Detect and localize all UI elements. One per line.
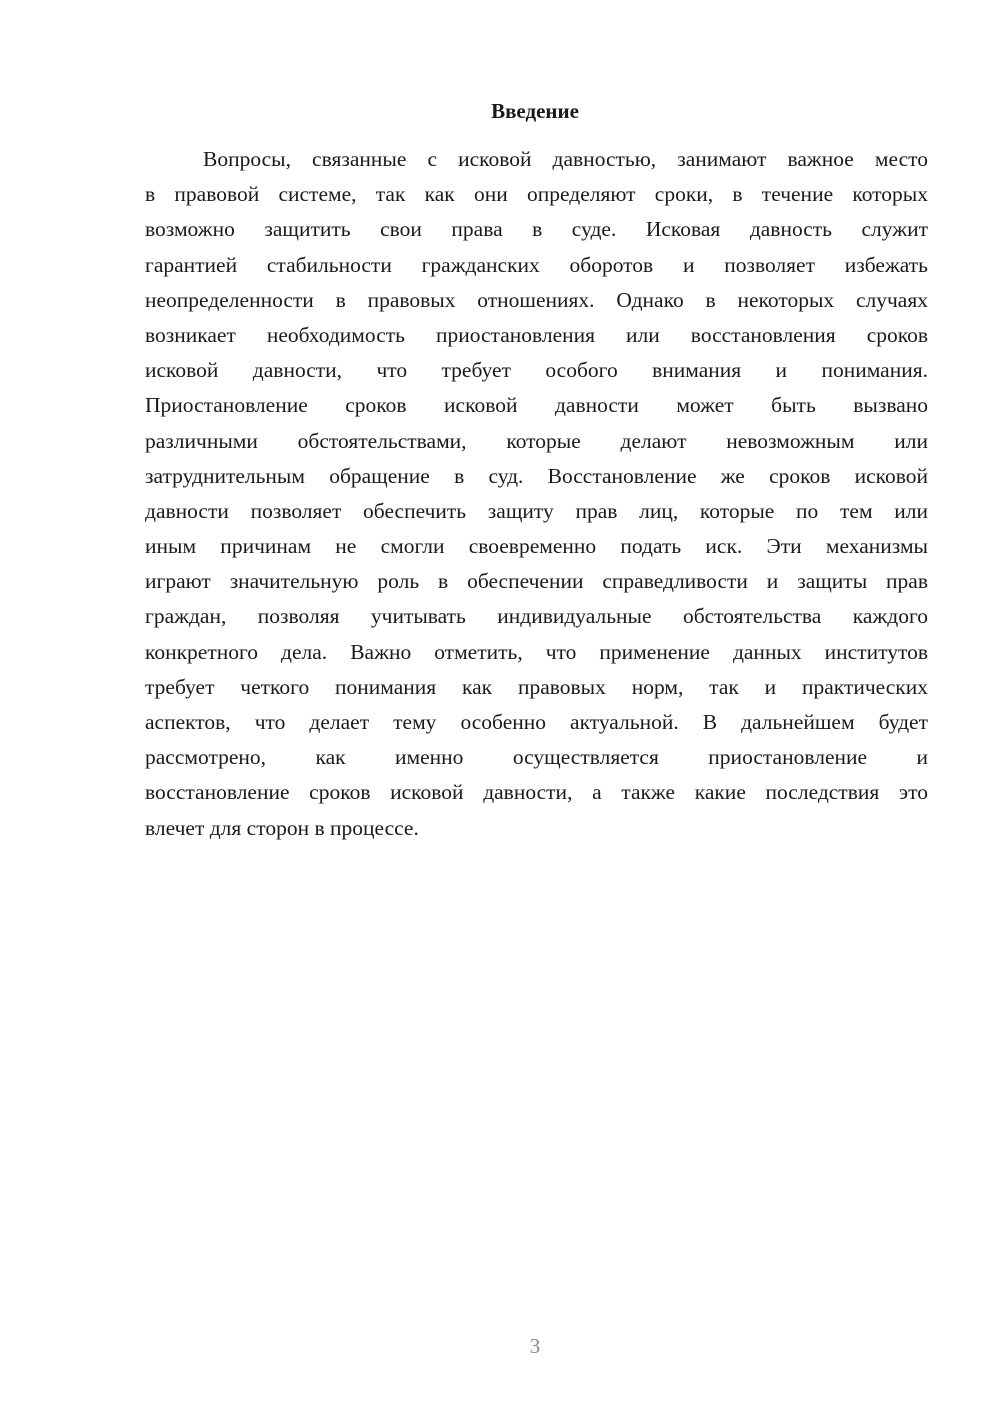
paragraph-line: Вопросы, связанные с исковой давностью, занимают важное место (203, 147, 928, 171)
paragraph-line: играют значительную роль в обеспечении справедливости и защиты прав (145, 569, 928, 594)
paragraph-line: гарантией стабильности гражданских оборотов и позволяет избежать (145, 252, 928, 277)
section-title: Введение (491, 99, 579, 123)
paragraph-line: влечет для сторон в процессе. (145, 815, 419, 840)
page-number: 3 (529, 1334, 541, 1358)
paragraph-line: затруднительным обращение в суд. Восстановление же сроков исковой (145, 463, 928, 488)
paragraph-line: требует четкого понимания как правовых норм, так и практических (145, 674, 928, 699)
paragraph-line: исковой давности, что требует особого внимания и понимания. (145, 358, 928, 383)
paragraph-line: возникает необходимость приостановления или восстановления сроков (145, 322, 928, 347)
paragraph-line: граждан, позволяя учитывать индивидуальные обстоятельства каждого (145, 604, 928, 629)
paragraph-line: аспектов, что делает тему особенно актуальной. В дальнейшем будет (145, 710, 928, 734)
paragraph-line: восстановление сроков исковой давности, а также какие последствия это (145, 780, 928, 805)
paragraph-line: иным причинам не смогли своевременно подать иск. Эти механизмы (145, 534, 928, 559)
paragraph-line: различными обстоятельствами, которые делают невозможным или (145, 428, 928, 453)
intro-paragraph (145, 142, 928, 846)
paragraph-line: Приостановление сроков исковой давности может быть вызвано (145, 393, 928, 418)
paragraph-line: возможно защитить свои права в суде. Исковая давность служит (145, 217, 928, 242)
paragraph-line: неопределенности в правовых отношениях. Однако в некоторых случаях (145, 287, 928, 312)
paragraph-line: рассмотрено, как именно осуществляется приостановление и (145, 745, 928, 770)
paragraph-line: в правовой системе, так как они определяют сроки, в течение которых (145, 182, 928, 207)
paragraph-line: конкретного дела. Важно отметить, что применение данных институтов (145, 639, 928, 664)
paragraph-line: давности позволяет обеспечить защиту прав лиц, которые по тем или (145, 498, 928, 523)
